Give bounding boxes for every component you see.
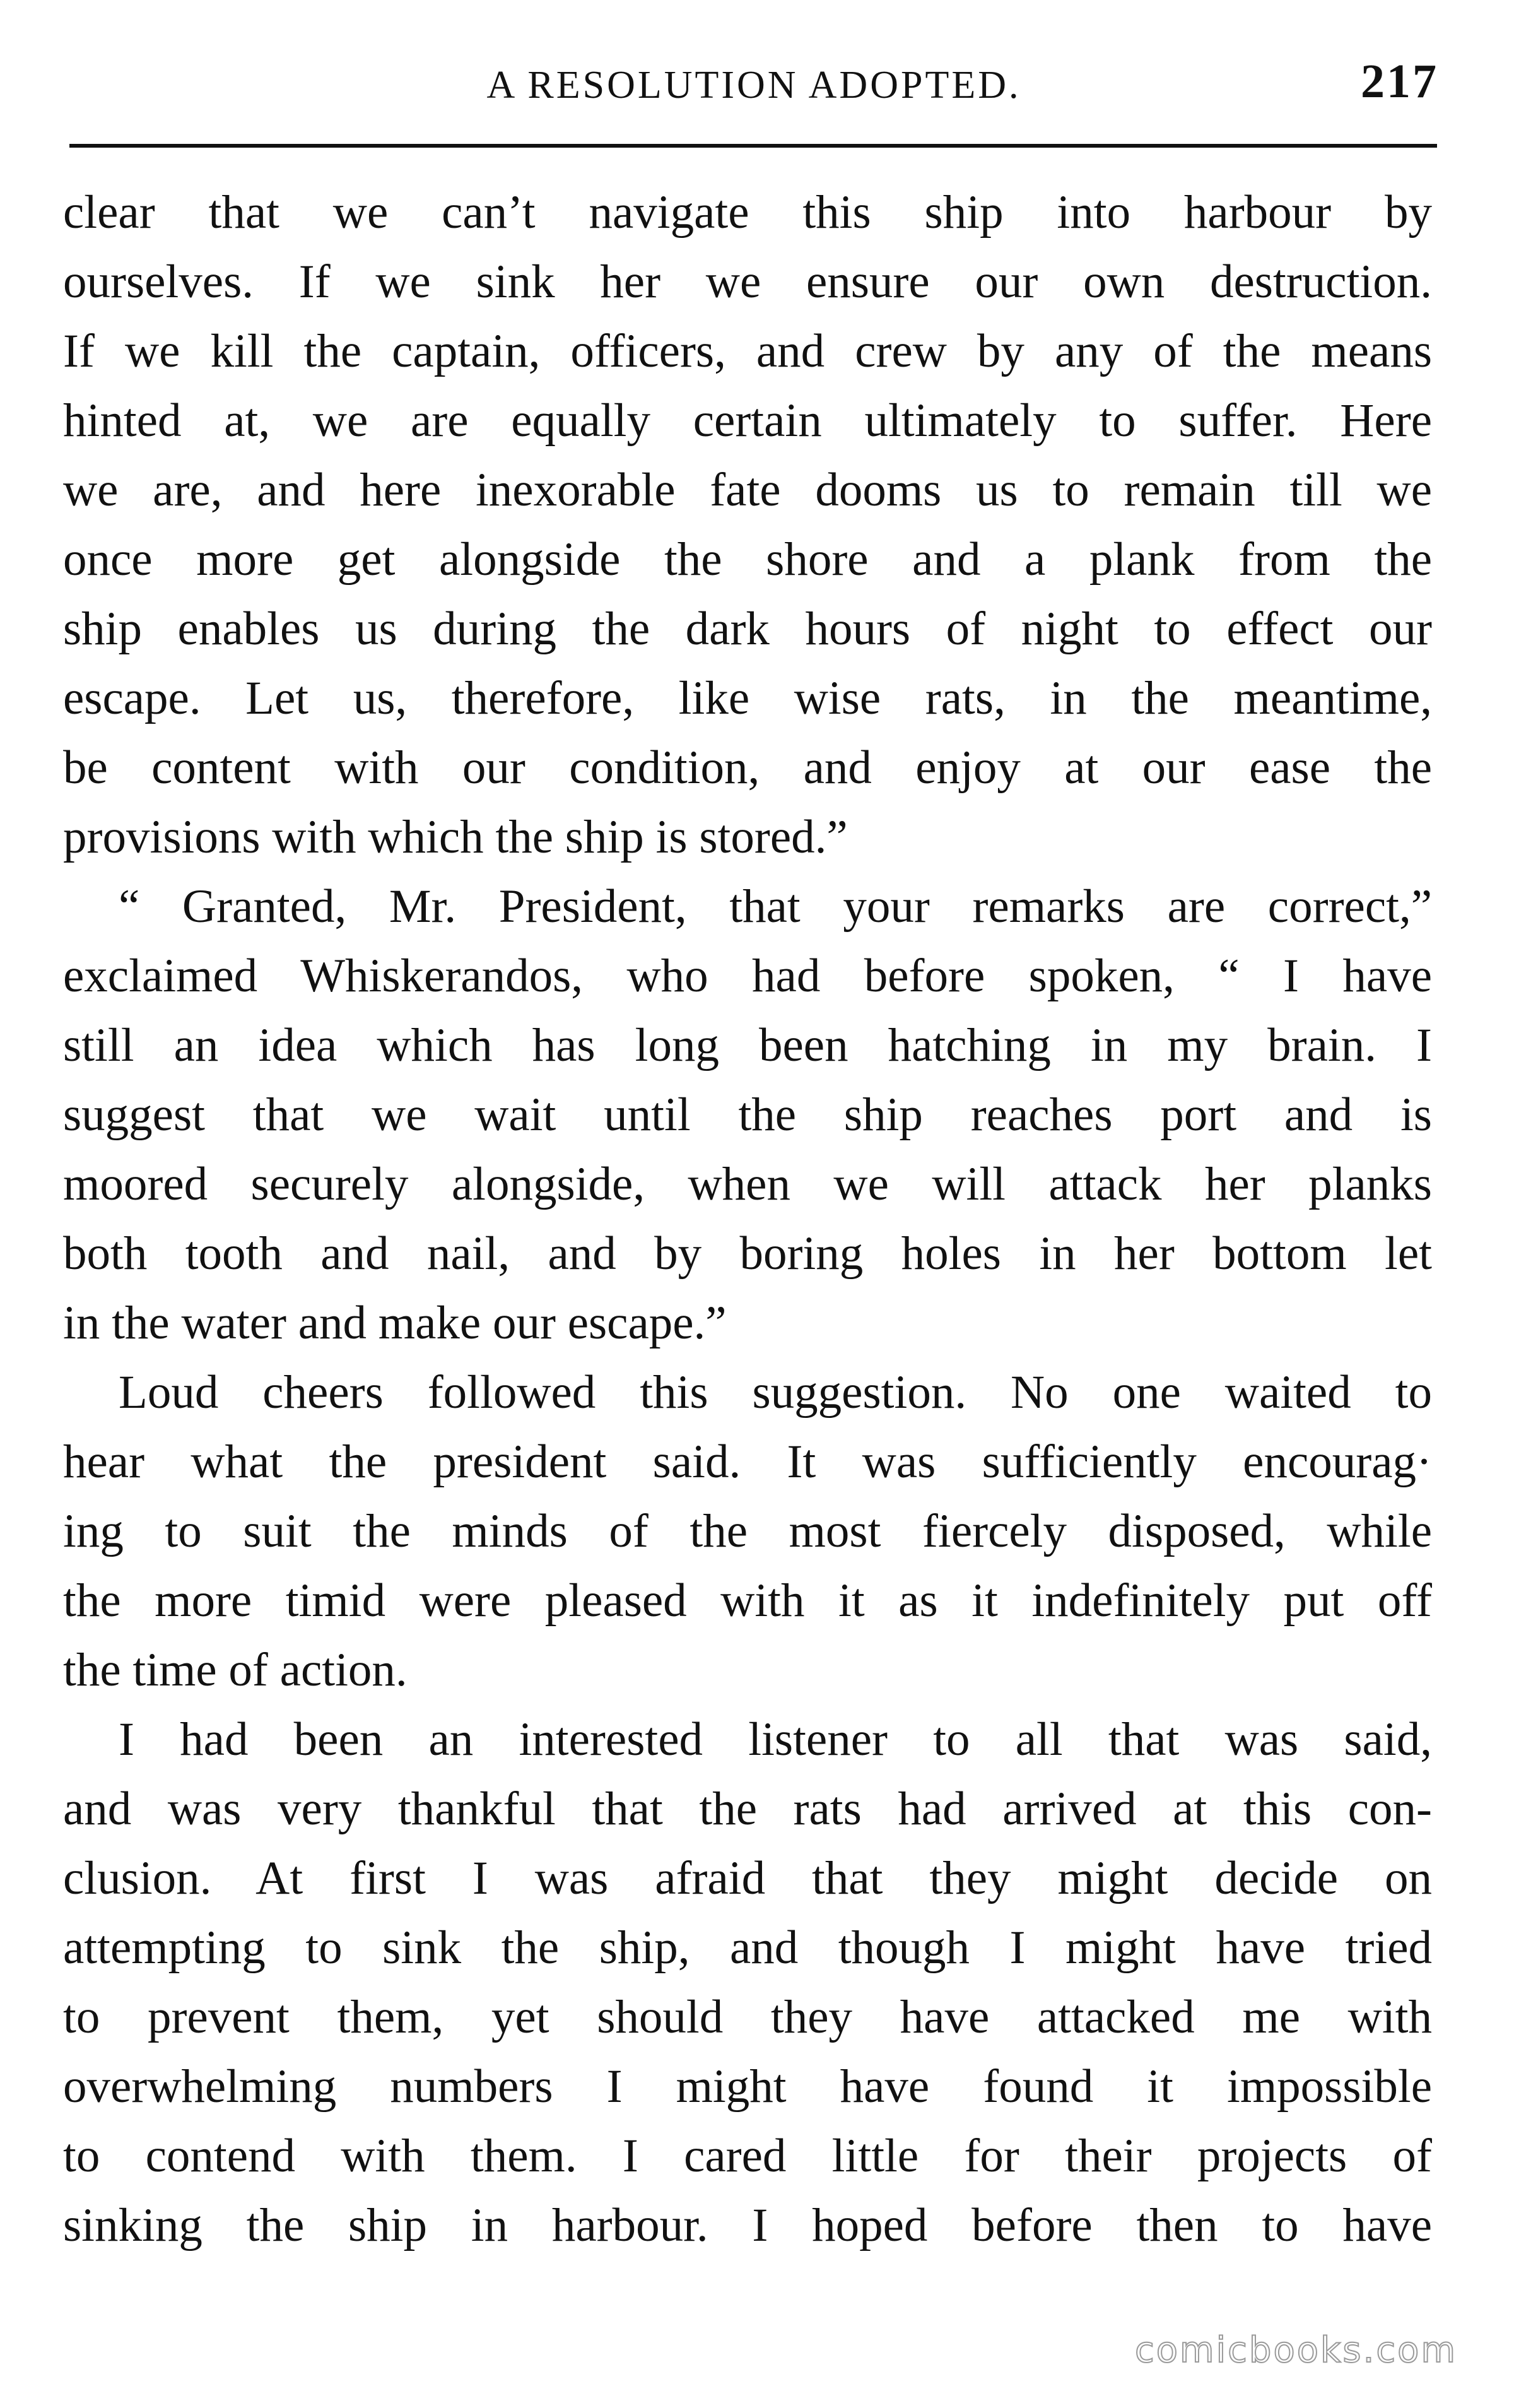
text-line: moored securely alongside, when we will attack her planks [63, 1158, 1432, 1210]
text-line: both tooth and nail, and by boring holes in her bottom let [63, 1227, 1432, 1280]
running-title: A RESOLUTION ADOPTED. [486, 64, 1021, 107]
text-line: hear what the president said. It was sufficiently encourag· [63, 1436, 1432, 1488]
text-line: once more get alongside the shore and a plank from the [63, 533, 1432, 586]
text-line: we are, and here inexorable fate dooms us to remain till we [63, 464, 1432, 516]
text-line: escape. Let us, therefore, like wise rats, in the meantime, [63, 672, 1432, 724]
watermark: comicbooks.com [1134, 2330, 1457, 2371]
text-line: clusion. At first I was afraid that they might decide on [63, 1852, 1432, 1904]
text-line: “ Granted, Mr. President, that your remarks are correct,” [119, 880, 1432, 933]
text-line: be content with our condition, and enjoy at our ease the [63, 741, 1432, 794]
text-line: and was very thankful that the rats had arrived at this con- [63, 1783, 1432, 1835]
text-line: ing to suit the minds of the most fiercely disposed, while [63, 1505, 1432, 1557]
text-line: clear that we can’t navigate this ship into harbour by [63, 186, 1432, 239]
text-line: ship enables us during the dark hours of night to effect our [63, 603, 1432, 655]
text-line: If we kill the captain, officers, and crew by any of the means [63, 325, 1432, 377]
text-line: Loud cheers followed this suggestion. No one waited to [119, 1366, 1432, 1419]
header-rule [69, 144, 1437, 148]
text-line: still an idea which has long been hatching in my brain. I [63, 1019, 1432, 1071]
text-line: hinted at, we are equally certain ultimately to suffer. Here [63, 394, 1432, 447]
page-number: 217 [1361, 55, 1438, 108]
text-line: in the water and make our escape.” [63, 1297, 727, 1349]
text-line: the more timid were pleased with it as it indefinitely put off [63, 1574, 1432, 1627]
text-line: to contend with them. I cared little for their projects of [63, 2130, 1432, 2182]
text-line: ourselves. If we sink her we ensure our own destruction. [63, 256, 1432, 308]
text-line: provisions with which the ship is stored.” [63, 811, 848, 863]
text-line: overwhelming numbers I might have found it impossible [63, 2060, 1432, 2113]
text-line: suggest that we wait until the ship reaches port and is [63, 1089, 1432, 1141]
text-line: the time of action. [63, 1644, 408, 1696]
text-line: I had been an interested listener to all that was said, [119, 1713, 1432, 1766]
text-line: sinking the ship in harbour. I hoped before then to have [63, 2199, 1432, 2252]
text-line: exclaimed Whiskerandos, who had before spoken, “ I have [63, 950, 1432, 1002]
running-head [69, 49, 1438, 119]
text-line: attempting to sink the ship, and though I might have tried [63, 1921, 1432, 1974]
text-line: to prevent them, yet should they have attacked me with [63, 1991, 1432, 2043]
body-text [63, 178, 1432, 2260]
